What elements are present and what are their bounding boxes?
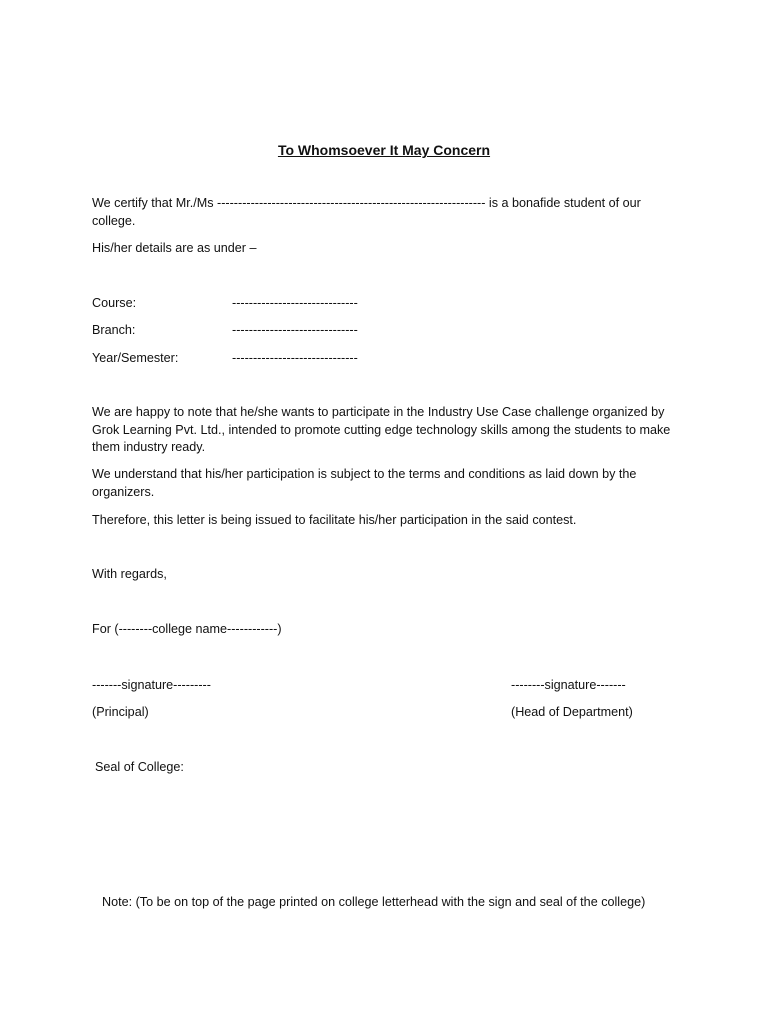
certify-paragraph: We certify that Mr./Ms ---------------------------------------------------------------- is a bonafide student of our college. (92, 196, 641, 228)
participation-paragraph: We are happy to note that he/she wants to participate in the Industry Use Case challenge organized by Grok Learning Pvt. Ltd., intended to promote cutting edge technology skills among the students to make them industry ready. (92, 405, 671, 454)
detail-value: ------------------------------ (232, 351, 358, 365)
hod-label: (Head of Department) (511, 705, 633, 719)
detail-value: ------------------------------ (232, 296, 358, 310)
detail-row-year (92, 350, 358, 368)
purpose-paragraph: Therefore, this letter is being issued to facilitate his/her participation in the said contest. (92, 513, 577, 527)
terms-paragraph: We understand that his/her participation is subject to the terms and conditions as laid down by the organizers. (92, 467, 637, 499)
detail-row-course (92, 295, 358, 313)
principal-signature-line: -------signature--------- (92, 678, 211, 692)
college-name-line: For (--------college name------------) (92, 622, 282, 636)
detail-row-branch (92, 322, 358, 340)
regards-text: With regards, (92, 567, 167, 581)
details-intro: His/her details are as under – (92, 241, 257, 255)
letter-title: To Whomsoever It May Concern (277, 142, 491, 158)
hod-signature-line: --------signature------- (511, 678, 626, 692)
letterhead-note: Note: (To be on top of the page printed on college letterhead with the sign and seal of the college) (102, 895, 646, 909)
principal-label: (Principal) (92, 705, 149, 719)
seal-label: Seal of College: (95, 760, 184, 774)
detail-label: Branch: (92, 323, 136, 337)
detail-value: ------------------------------ (232, 323, 358, 337)
detail-label: Course: (92, 296, 137, 310)
detail-label: Year/Semester: (92, 351, 179, 365)
